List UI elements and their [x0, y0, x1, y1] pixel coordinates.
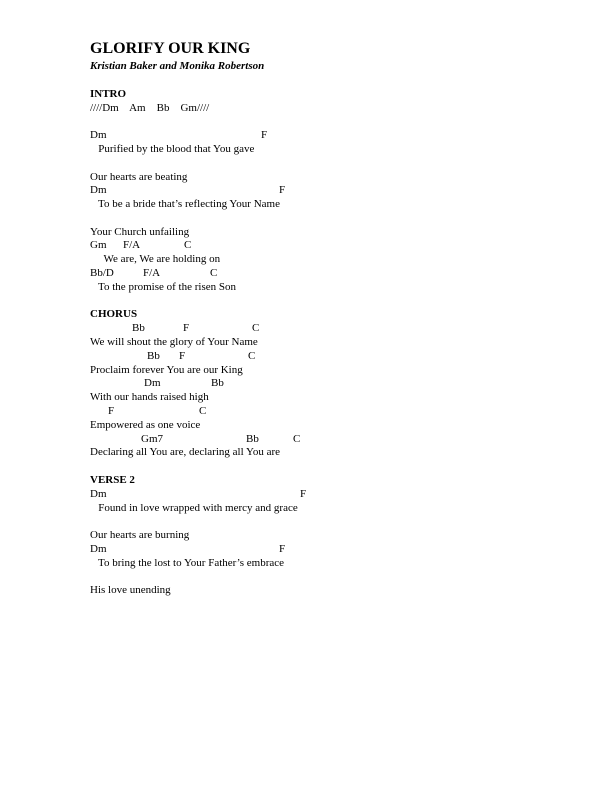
chord: F	[183, 322, 190, 334]
chord: C	[184, 239, 192, 251]
chord: Dm	[90, 184, 107, 196]
verse1-lyric-line-6: To the promise of the risen Son	[90, 281, 236, 293]
verse2-lyric-line-4: His love unending	[90, 584, 171, 596]
verse1-chord-line-3	[90, 184, 550, 197]
chorus-heading: CHORUS	[90, 308, 138, 320]
verse1-chord-line-1	[90, 129, 550, 142]
chord: F	[300, 488, 307, 500]
verse1-lyric-line-3: To be a bride that’s reflecting Your Name	[90, 198, 280, 210]
verse1-lyric-line-1: Purified by the blood that You gave	[90, 143, 255, 155]
chorus-lyric-line-2: Proclaim forever You are our King	[90, 364, 243, 376]
chord: Bb	[211, 377, 224, 389]
chord: F	[279, 184, 286, 196]
chord: Gm7	[141, 433, 163, 445]
chord: Gm	[90, 239, 107, 251]
chorus-chord-line-2	[90, 350, 550, 363]
chord: F	[108, 405, 115, 417]
song-title: GLORIFY OUR KING	[90, 40, 251, 57]
chord: C	[293, 433, 301, 445]
chorus-chord-line-1	[90, 322, 550, 335]
chord: F	[179, 350, 186, 362]
chord: F/A	[123, 239, 141, 251]
verse2-lyric-line-3: To bring the lost to Your Father’s embrace	[90, 557, 285, 569]
chorus-lyric-line-4: Empowered as one voice	[90, 419, 201, 431]
chorus-chord-line-4	[90, 405, 550, 418]
chord: Dm	[90, 129, 107, 141]
chorus-lyric-line-1: We will shout the glory of Your Name	[90, 336, 258, 348]
chorus-chord-line-5	[90, 433, 550, 446]
verse2-lyric-line-2: Our hearts are burning	[90, 529, 190, 541]
chord: Bb	[147, 350, 160, 362]
verse2-lyric-line-1: Found in love wrapped with mercy and grace	[90, 502, 298, 514]
intro-heading: INTRO	[90, 88, 127, 100]
verse1-chord-line-5	[90, 239, 550, 252]
verse2-chord-line-1	[90, 488, 550, 501]
verse1-lyric-line-2: Our hearts are beating	[90, 171, 188, 183]
intro-progression: ////Dm Am Bb Gm////	[90, 102, 210, 114]
chord: C	[252, 322, 260, 334]
verse1-lyric-line-4: Your Church unfailing	[90, 226, 190, 238]
chord: C	[248, 350, 256, 362]
chorus-lyric-line-5: Declaring all You are, declaring all You are	[90, 446, 281, 458]
chord: C	[199, 405, 207, 417]
chord: F	[279, 543, 286, 555]
chord: Bb	[246, 433, 259, 445]
chord: F	[261, 129, 268, 141]
verse1-lyric-line-5: We are, We are holding on	[90, 253, 221, 265]
verse1-chord-line-6	[90, 267, 550, 280]
chord: Dm	[144, 377, 161, 389]
chord: Bb/D	[90, 267, 114, 279]
chorus-lyric-line-3: With our hands raised high	[90, 391, 209, 403]
chord: Bb	[132, 322, 145, 334]
chord: F/A	[143, 267, 161, 279]
verse2-heading: VERSE 2	[90, 474, 135, 486]
chord: Dm	[90, 543, 107, 555]
chorus-chord-line-3	[90, 377, 550, 390]
chord: C	[210, 267, 218, 279]
song-authors: Kristian Baker and Monika Robertson	[90, 60, 265, 72]
verse2-chord-line-3	[90, 543, 550, 556]
chord: Dm	[90, 488, 107, 500]
